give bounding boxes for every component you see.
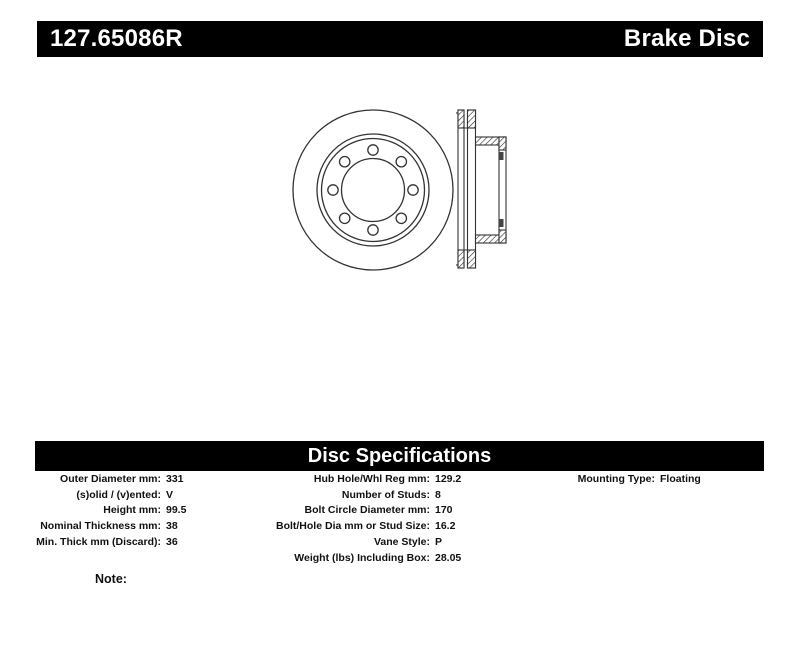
section-hatch xyxy=(499,137,506,150)
spec-value: 16.2 xyxy=(435,520,456,533)
plate-right xyxy=(468,110,476,268)
hat-ring-outer-circle xyxy=(317,134,429,246)
plate-left xyxy=(458,110,464,268)
spec-row-solid-vented xyxy=(35,488,186,504)
spec-label: Outer Diameter mm: xyxy=(60,473,161,485)
spec-label: Bolt/Hole Dia mm or Stud Size: xyxy=(275,520,430,533)
hub-bore-circle xyxy=(342,159,405,222)
spec-label: Min. Thick mm (Discard): xyxy=(36,535,161,548)
bolt-hole xyxy=(396,157,406,167)
spec-value: Floating xyxy=(660,473,701,485)
technical-drawing xyxy=(270,88,530,293)
bolt-hole xyxy=(408,185,418,195)
spec-row-mounting-type xyxy=(540,472,701,488)
spec-column-left xyxy=(35,472,186,551)
bolt-hole xyxy=(368,225,378,235)
spec-label: Nominal Thickness mm: xyxy=(40,520,161,533)
section-hatch xyxy=(458,110,464,128)
spec-label: Hub Hole/Whl Reg mm: xyxy=(313,473,430,485)
bolt-hole xyxy=(340,157,350,167)
bolt-hole xyxy=(396,213,406,223)
stud-hole-section xyxy=(499,152,504,160)
spec-row-bolt-circle-diameter xyxy=(265,503,461,519)
spec-label: Height mm: xyxy=(103,504,161,517)
section-hatch xyxy=(468,110,476,128)
brake-disc-front-view xyxy=(293,110,453,270)
section-hatch xyxy=(458,250,464,268)
header-bar xyxy=(37,21,763,57)
spec-row-height xyxy=(35,503,186,519)
spec-row-min-thickness xyxy=(35,535,186,551)
part-number: 127.65086R xyxy=(50,25,183,52)
spec-value: 331 xyxy=(166,473,184,485)
spec-label: Number of Studs: xyxy=(341,488,430,501)
spec-label: Mounting Type: xyxy=(577,473,655,485)
spec-value: 99.5 xyxy=(166,504,187,517)
spec-label: Weight (lbs) Including Box: xyxy=(294,551,430,564)
spec-value: 36 xyxy=(166,535,178,548)
bolt-hole xyxy=(368,145,378,155)
spec-row-hub-hole xyxy=(265,472,461,488)
spec-section-title: Disc Specifications xyxy=(307,445,492,467)
spec-column-middle xyxy=(265,472,461,566)
spec-value: 38 xyxy=(166,520,178,533)
spec-label: Vane Style: xyxy=(373,535,430,548)
spec-value: V xyxy=(166,488,174,501)
spec-row-number-of-studs xyxy=(265,488,461,504)
spec-label: Bolt Circle Diameter mm: xyxy=(304,504,430,517)
spec-value: P xyxy=(435,535,443,548)
spec-row-outer-diameter xyxy=(35,472,186,488)
bolt-hole xyxy=(340,213,350,223)
spec-row-bolt-hole-dia xyxy=(265,519,461,535)
spec-row-nominal-thickness xyxy=(35,519,186,535)
spec-row-weight xyxy=(265,551,461,567)
brake-disc-cross-section-view xyxy=(456,110,506,268)
spec-label: (s)olid / (v)ented: xyxy=(76,488,161,501)
bolt-hole xyxy=(328,185,338,195)
spec-section-bar xyxy=(35,441,764,471)
spec-column-right xyxy=(540,472,701,488)
note-label: Note: xyxy=(95,572,127,586)
spec-value: 28.05 xyxy=(435,551,462,564)
product-type-title: Brake Disc xyxy=(623,25,750,52)
section-hatch xyxy=(499,230,506,243)
hat-ring-inner-circle xyxy=(322,139,425,242)
section-hatch xyxy=(468,250,476,268)
spec-value: 170 xyxy=(435,504,453,517)
spec-value: 8 xyxy=(435,488,441,501)
spec-value: 129.2 xyxy=(435,473,462,485)
spec-row-vane-style xyxy=(265,535,461,551)
stud-hole-section xyxy=(499,219,504,227)
